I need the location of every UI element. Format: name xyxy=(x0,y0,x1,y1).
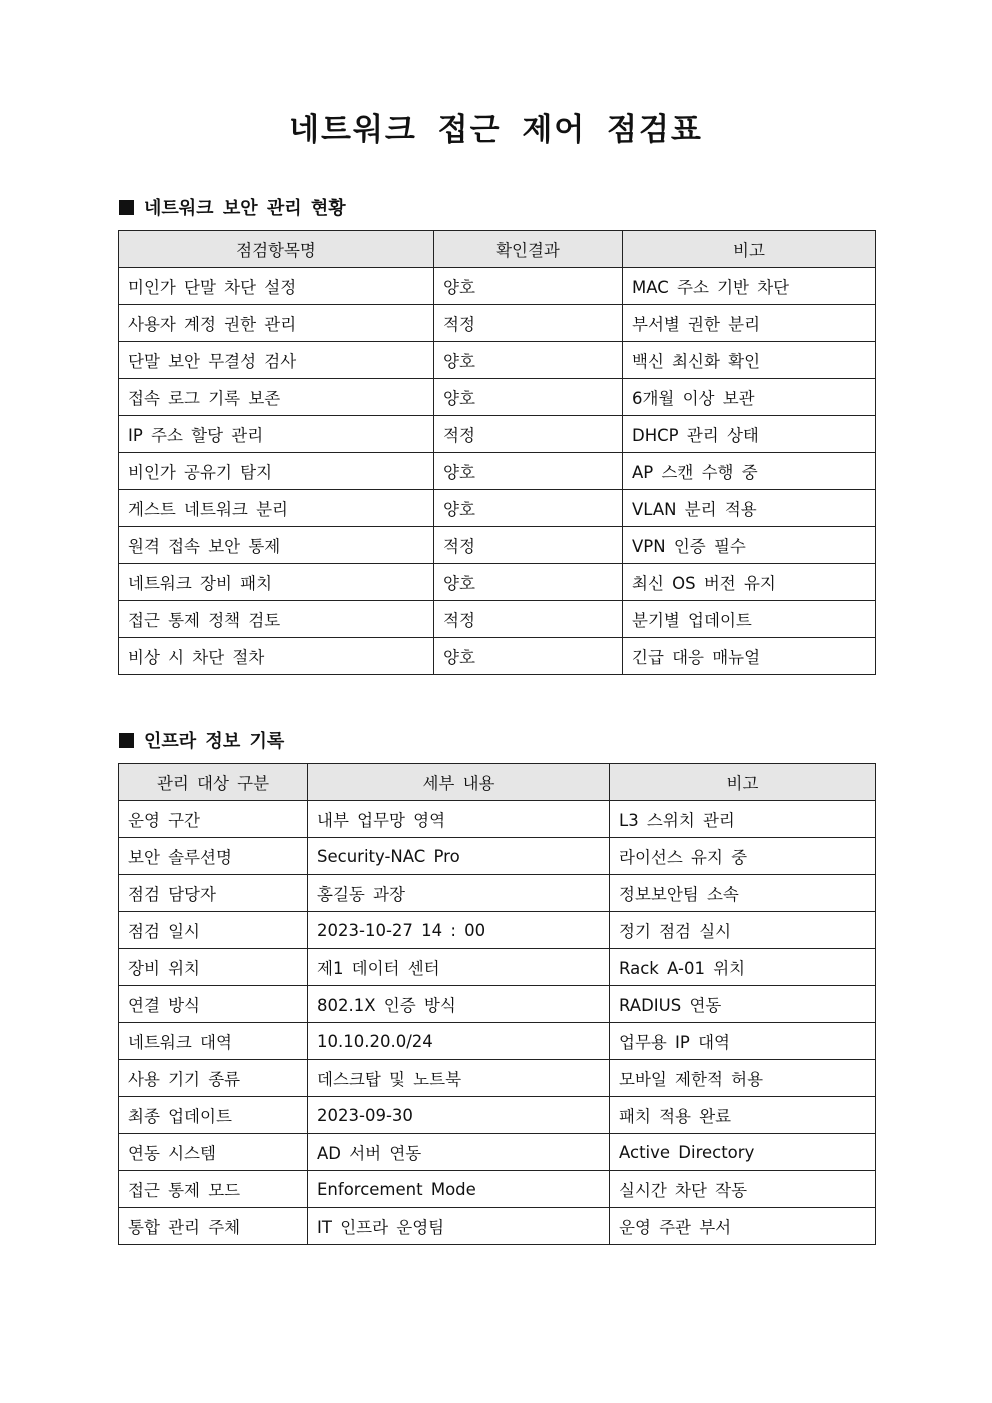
cell-col3: 정기 점검 실시 xyxy=(610,912,876,949)
table-row xyxy=(119,342,876,379)
table-row xyxy=(119,1060,876,1097)
table-row xyxy=(119,1208,876,1245)
network-security-table xyxy=(118,230,876,675)
cell-col2: 양호 xyxy=(434,564,623,601)
cell-col1: 연동 시스템 xyxy=(119,1134,308,1171)
cell-col3: 패치 적용 완료 xyxy=(610,1097,876,1134)
cell-col2: 내부 업무망 영역 xyxy=(308,801,610,838)
column-header-note: 비고 xyxy=(623,231,876,268)
cell-col1: 보안 솔루션명 xyxy=(119,838,308,875)
table-row xyxy=(119,453,876,490)
table-row xyxy=(119,305,876,342)
cell-col2: 양호 xyxy=(434,379,623,416)
cell-col3: AP 스캔 수행 중 xyxy=(623,453,876,490)
table-row xyxy=(119,986,876,1023)
cell-col1: IP 주소 할당 관리 xyxy=(119,416,434,453)
cell-col3: 운영 주관 부서 xyxy=(610,1208,876,1245)
cell-col1: 게스트 네트워크 분리 xyxy=(119,490,434,527)
cell-col1: 점검 일시 xyxy=(119,912,308,949)
cell-col3: 실시간 차단 작동 xyxy=(610,1171,876,1208)
cell-col3: 백신 최신화 확인 xyxy=(623,342,876,379)
cell-col3: L3 스위치 관리 xyxy=(610,801,876,838)
table-row xyxy=(119,638,876,675)
cell-col3: DHCP 관리 상태 xyxy=(623,416,876,453)
cell-col2: IT 인프라 운영팀 xyxy=(308,1208,610,1245)
cell-col2: Enforcement Mode xyxy=(308,1171,610,1208)
section-heading-infra-info xyxy=(119,727,284,753)
cell-col3: Active Directory xyxy=(610,1134,876,1171)
cell-col3: Rack A-01 위치 xyxy=(610,949,876,986)
table-row xyxy=(119,1134,876,1171)
cell-col1: 단말 보안 무결성 검사 xyxy=(119,342,434,379)
cell-col3: 부서별 권한 분리 xyxy=(623,305,876,342)
section-heading-network-security xyxy=(119,194,346,220)
cell-col1: 네트워크 장비 패치 xyxy=(119,564,434,601)
column-header-detail: 세부 내용 xyxy=(308,764,610,801)
cell-col2: Security-NAC Pro xyxy=(308,838,610,875)
cell-col1: 접근 통제 정책 검토 xyxy=(119,601,434,638)
cell-col2: 2023-09-30 xyxy=(308,1097,610,1134)
table-row xyxy=(119,875,876,912)
cell-col2: 양호 xyxy=(434,453,623,490)
table-header-row xyxy=(119,231,876,268)
table-row xyxy=(119,1097,876,1134)
column-header-target: 관리 대상 구분 xyxy=(119,764,308,801)
cell-col2: 양호 xyxy=(434,342,623,379)
table-row xyxy=(119,379,876,416)
cell-col3: MAC 주소 기반 차단 xyxy=(623,268,876,305)
column-header-result: 확인결과 xyxy=(434,231,623,268)
table-row xyxy=(119,268,876,305)
cell-col2: 10.10.20.0/24 xyxy=(308,1023,610,1060)
column-header-note: 비고 xyxy=(610,764,876,801)
cell-col1: 비인가 공유기 탐지 xyxy=(119,453,434,490)
square-bullet-icon xyxy=(119,200,134,215)
cell-col3: RADIUS 연동 xyxy=(610,986,876,1023)
cell-col3: 최신 OS 버전 유지 xyxy=(623,564,876,601)
cell-col3: 정보보안팀 소속 xyxy=(610,875,876,912)
cell-col1: 연결 방식 xyxy=(119,986,308,1023)
cell-col3: 업무용 IP 대역 xyxy=(610,1023,876,1060)
cell-col1: 접근 통제 모드 xyxy=(119,1171,308,1208)
cell-col3: 라이선스 유지 중 xyxy=(610,838,876,875)
cell-col1: 비상 시 차단 절차 xyxy=(119,638,434,675)
cell-col2: AD 서버 연동 xyxy=(308,1134,610,1171)
cell-col3: 긴급 대응 매뉴얼 xyxy=(623,638,876,675)
cell-col2: 적정 xyxy=(434,305,623,342)
column-header-item: 점검항목명 xyxy=(119,231,434,268)
cell-col2: 양호 xyxy=(434,490,623,527)
table-row xyxy=(119,564,876,601)
table-row xyxy=(119,1023,876,1060)
cell-col3: VLAN 분리 적용 xyxy=(623,490,876,527)
table-row xyxy=(119,416,876,453)
section-heading-label: 네트워크 보안 관리 현황 xyxy=(144,198,346,219)
section-heading-label: 인프라 정보 기록 xyxy=(144,731,285,752)
cell-col1: 운영 구간 xyxy=(119,801,308,838)
table-row xyxy=(119,912,876,949)
cell-col1: 장비 위치 xyxy=(119,949,308,986)
cell-col1: 사용 기기 종류 xyxy=(119,1060,308,1097)
cell-col3: 6개월 이상 보관 xyxy=(623,379,876,416)
cell-col2: 802.1X 인증 방식 xyxy=(308,986,610,1023)
infra-info-table xyxy=(118,763,876,1245)
cell-col3: VPN 인증 필수 xyxy=(623,527,876,564)
cell-col1: 접속 로그 기록 보존 xyxy=(119,379,434,416)
cell-col3: 분기별 업데이트 xyxy=(623,601,876,638)
cell-col1: 점검 담당자 xyxy=(119,875,308,912)
cell-col2: 양호 xyxy=(434,268,623,305)
cell-col2: 적정 xyxy=(434,527,623,564)
table-header-row xyxy=(119,764,876,801)
cell-col2: 2023-10-27 14 : 00 xyxy=(308,912,610,949)
cell-col1: 네트워크 대역 xyxy=(119,1023,308,1060)
table-row xyxy=(119,1171,876,1208)
cell-col2: 제1 데이터 센터 xyxy=(308,949,610,986)
table-row xyxy=(119,838,876,875)
cell-col2: 양호 xyxy=(434,638,623,675)
table-row xyxy=(119,949,876,986)
cell-col1: 원격 접속 보안 통제 xyxy=(119,527,434,564)
table-row xyxy=(119,801,876,838)
cell-col1: 통합 관리 주체 xyxy=(119,1208,308,1245)
table-row xyxy=(119,601,876,638)
cell-col1: 미인가 단말 차단 설정 xyxy=(119,268,434,305)
square-bullet-icon xyxy=(119,733,134,748)
cell-col3: 모바일 제한적 허용 xyxy=(610,1060,876,1097)
cell-col1: 사용자 계정 권한 관리 xyxy=(119,305,434,342)
cell-col2: 홍길동 과장 xyxy=(308,875,610,912)
cell-col2: 데스크탑 및 노트북 xyxy=(308,1060,610,1097)
table-row xyxy=(119,490,876,527)
page-title: 네트워크 접근 제어 점검표 xyxy=(289,112,703,148)
cell-col2: 적정 xyxy=(434,601,623,638)
cell-col2: 적정 xyxy=(434,416,623,453)
table-row xyxy=(119,527,876,564)
cell-col1: 최종 업데이트 xyxy=(119,1097,308,1134)
